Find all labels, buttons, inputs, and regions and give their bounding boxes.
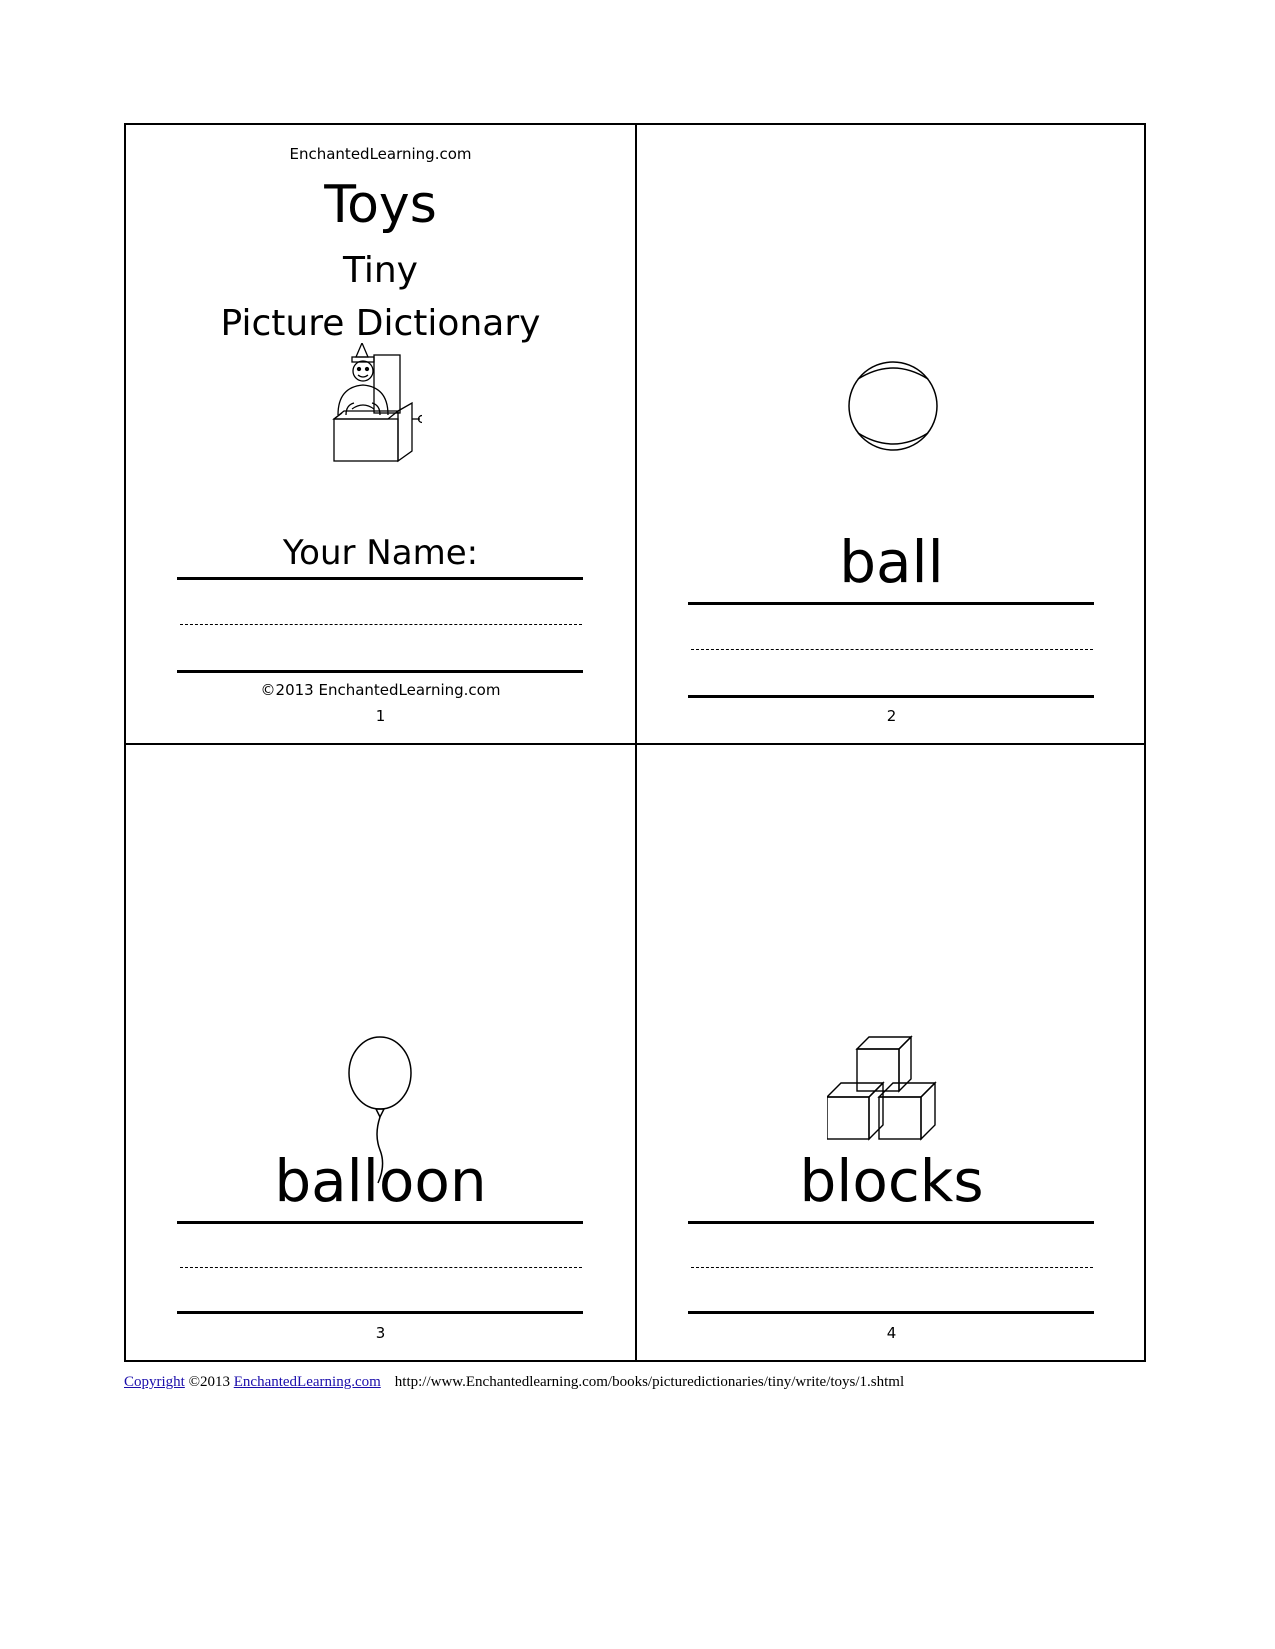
page-balloon [126,745,635,1363]
word-blocks: blocks [799,1147,984,1215]
cover-subtitle-tiny: Tiny [342,250,418,291]
writing-line-dashed [691,649,1093,650]
writing-line-bottom [177,1311,583,1314]
writing-line-dashed [180,624,582,625]
cover-page [126,125,635,743]
page-number: 3 [375,1324,386,1342]
page-number: 1 [375,707,386,725]
page-footer [124,1374,904,1391]
booklet-sheet [124,123,1146,1362]
cover-subtitle-picture-dictionary: Picture Dictionary [220,303,541,344]
ball-icon [846,359,940,453]
enchantedlearning-link[interactable]: EnchantedLearning.com [233,1374,381,1390]
cover-copyright: ©2013 EnchantedLearning.com [260,681,501,699]
page-blocks [637,745,1146,1363]
writing-line-top [688,602,1094,605]
footer-url: http://www.Enchantedlearning.com/books/picturedictionaries/tiny/write/toys/1.shtml [394,1374,905,1390]
page-number: 2 [886,707,897,725]
footer-year: ©2013 [184,1374,234,1390]
page-number: 4 [886,1324,897,1342]
word-ball: ball [839,528,944,596]
copyright-link[interactable]: Copyright [124,1374,185,1390]
writing-line-bottom [688,1311,1094,1314]
your-name-label: Your Name: [282,533,479,573]
word-balloon: balloon [274,1147,487,1215]
writing-line-dashed [691,1267,1093,1268]
writing-line-top [177,577,583,580]
jack-in-the-box-icon [322,343,422,463]
page-ball [637,125,1146,743]
writing-line-bottom [688,695,1094,698]
writing-line-top [177,1221,583,1224]
writing-line-top [688,1221,1094,1224]
blocks-icon [827,1035,947,1147]
cover-title: Toys [324,175,437,235]
writing-line-bottom [177,670,583,673]
writing-line-dashed [180,1267,582,1268]
cover-site-name: EnchantedLearning.com [289,145,472,163]
